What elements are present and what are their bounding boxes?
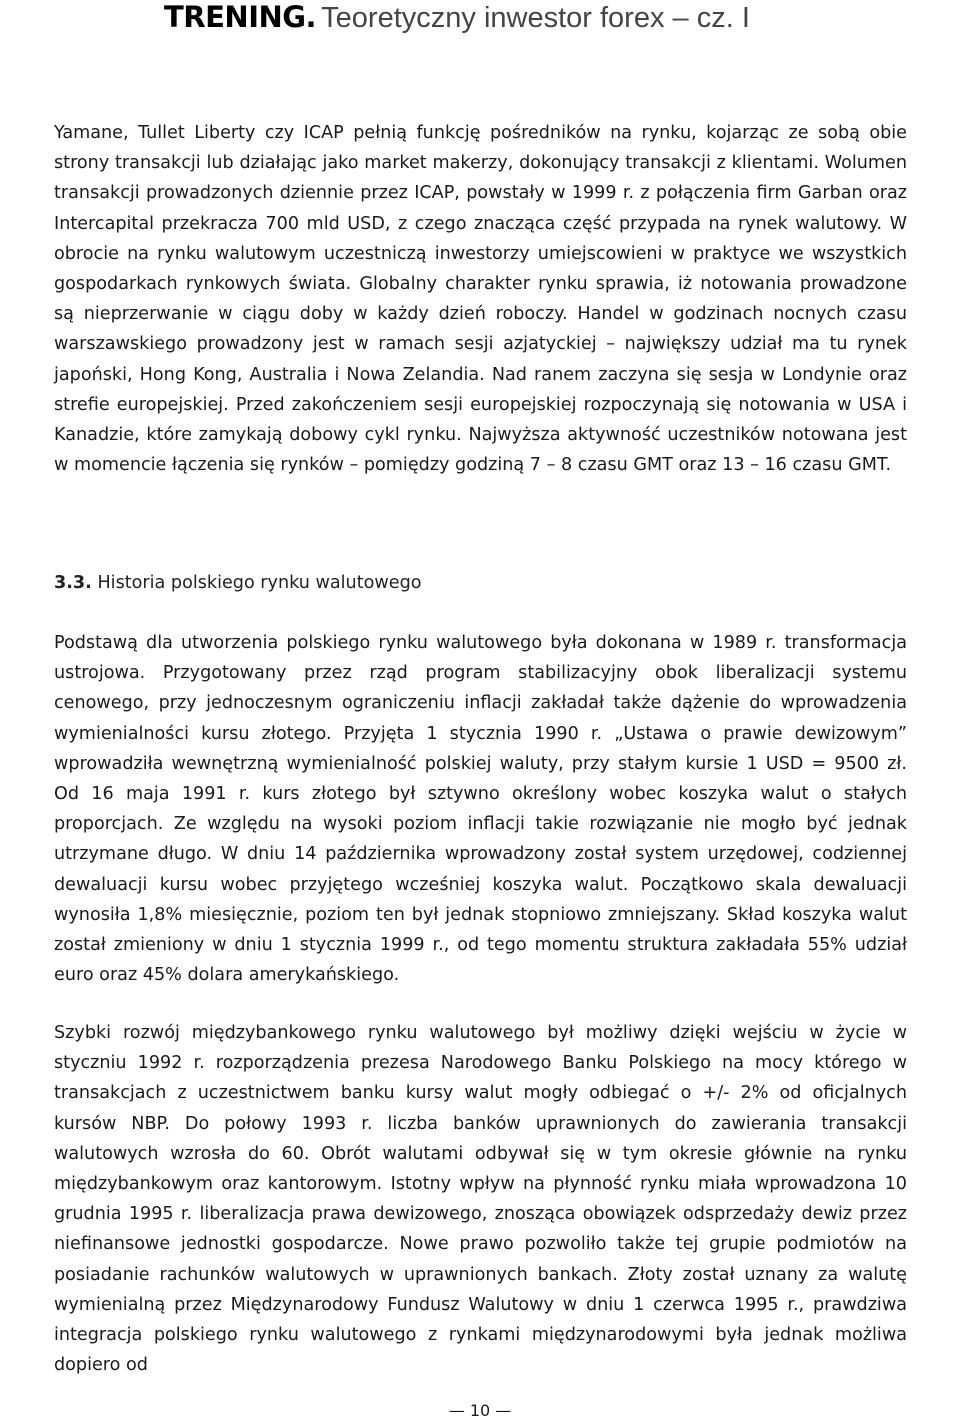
paragraph-forex-market-participants: Yamane, Tullet Liberty czy ICAP pełnią funkcję pośredników na rynku, kojarząc ze sobą obie strony transakcji lub działając jako market makerzy, dokonujący transakcji z klientami. Wolumen transakcji prowadzonych dziennie przez ICAP, powstały w 1999 r. z połączenia firm Garban oraz Intercapital przekracza 700 mld USD, z czego znacząca część przypada na rynek walutowy. W obrocie na rynku walutowym uczestniczą inwestorzy umiejscowieni w praktyce we wszystkich gospodarkach rynkowych świata. Globalny charakter rynku sprawia, iż notowania prowadzone są nieprzerwanie w ciągu doby w każdy dzień roboczy. Handel w godzinach nocnych czasu warszawskiego prowadzony jest w ramach sesji azjatyckiej – największy udział ma tu rynek japoński, Hong Kong, Australia i Nowa Zelandia. Nad ranem zaczyna się sesja w Londynie oraz strefie europejskiej. Przed zakończeniem sesji europejskiej rozpoczynają się notowania w USA i Kanadzie, które zamykają dobowy cykl rynku. Najwyższa aktywność uczestników notowana jest w momencie łączenia się rynków – pomiędzy godziną 7 – 8 czasu GMT oraz 13 – 16 czasu GMT. [54, 123, 907, 476]
section-number: 3.3. [54, 573, 92, 593]
paragraph-interbank-market-growth: Szybki rozwój międzybankowego rynku walutowego był możliwy dzięki wejściu w życie w styczniu 1992 r. rozporządzenia prezesa Narodowego Banku Polskiego na mocy którego w transakcjach z uczestnictwem banku kursy walut mogły odbiegać o +/- 2% od oficjalnych kursów NBP. Do połowy 1993 r. liczba banków uprawnionych do zawierania transakcji walutowych wzrosła do 60. Obrót walutami odbywał się w tym okresie głównie na rynku międzybankowym oraz kantorowym. Istotny wpływ na płynność rynku miała wprowadzona 10 grudnia 1995 r. liberalizacja prawa dewizowego, znosząca obowiązek odsprzedaży dewiz przez niefinansowe jednostki gospodarcze. Nowe prawo pozwoliło także tej grupie podmiotów na posiadanie rachunków walutowych w uprawnionych bankach. Złoty został uznany za walutę wymienialną przez Międzynarodowy Fundusz Walutowy w dniu 1 czerwca 1995 r., prawdziwa integracja polskiego rynku walutowego z rynkami międzynarodowymi była jednak możliwa dopiero od [54, 1023, 907, 1376]
page-header [164, 0, 960, 40]
header-label: TRENING. [164, 0, 317, 34]
section-heading [54, 568, 422, 598]
header-title: Teoretyczny inwestor forex – cz. I [321, 2, 750, 34]
section-title: Historia polskiego rynku walutowego [97, 573, 422, 593]
page-number: — 10 — [448, 1401, 512, 1420]
paragraph-polish-market-origins: Podstawą dla utworzenia polskiego rynku walutowego była dokonana w 1989 r. transformacja ustrojowa. Przygotowany przez rząd program stabilizacyjny obok liberalizacji systemu cenowego, przy jednoczesnym ograniczeniu inflacji zakładał także dążenie do wprowadzenia wymienialności kursu złotego. Przyjęta 1 stycznia 1990 r. „Ustawa o prawie dewizowym” wprowadziła wewnętrzną wymienialność polskiej waluty, przy stałym kursie 1 USD = 9500 zł. Od 16 maja 1991 r. kurs złotego był sztywno określony wobec koszyka walut o stałych proporcjach. Ze względu na wysoki poziom inflacji takie rozwiązanie nie mogło być jednak utrzymane długo. W dniu 14 października wprowadzony został system urzędowej, codziennej dewaluacji kursu wobec przyjętego wcześniej koszyka walut. Początkowo skala dewaluacji wynosiła 1,8% miesięcznie, poziom ten był jednak stopniowo zmniejszany. Skład koszyka walut został zmieniony w dniu 1 stycznia 1999 r., od tego momentu struktura zakładała 55% udział euro oraz 45% dolara amerykańskiego. [54, 633, 907, 986]
